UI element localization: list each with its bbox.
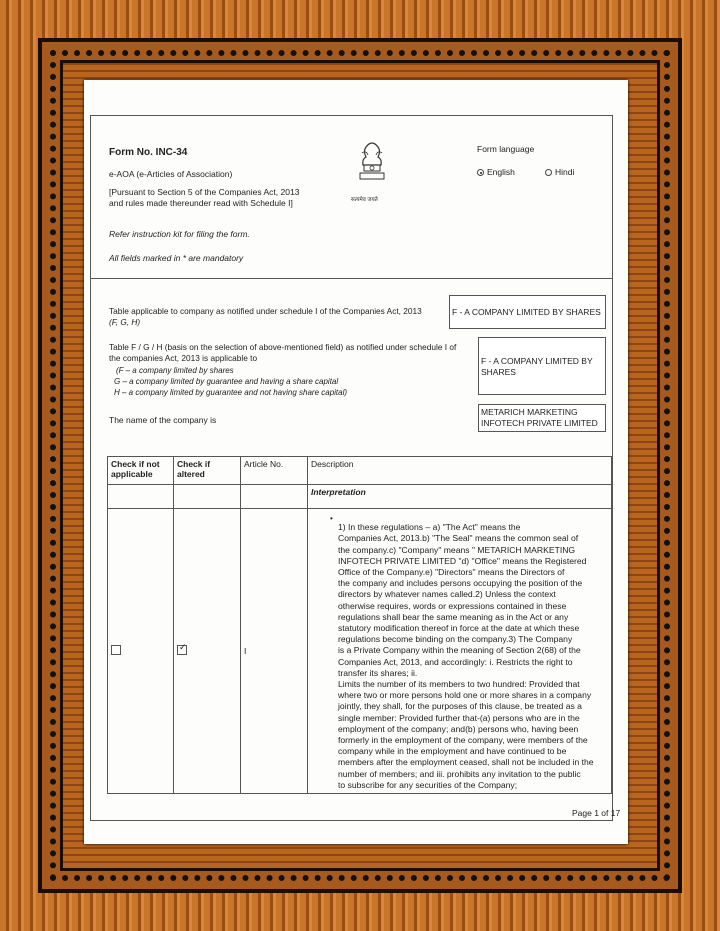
bullet-icon: • (330, 514, 333, 523)
not-applicable-checkbox[interactable] (111, 645, 121, 655)
option-h-text: H – a company limited by guarantee and not having share capital) (114, 388, 348, 397)
section-title: Interpretation (308, 485, 612, 509)
section-row (108, 485, 612, 509)
bottom-rule (90, 820, 613, 821)
articles-table (107, 456, 612, 794)
hindi-radio[interactable] (545, 169, 552, 176)
description-text: 1) In these regulations – a) "The Act" means the Companies Act, 2013.b) "The Seal" means the common seal of the company.c) "Company" means " METARICH MARKETING INFOTECH PRIVATE LIMITED "d) "Office" means the Registered Office of the Company.e) "Directors" means the Directors of the company and includes persons occupying the position of the directors by whatever names called.2) Unless the context otherwise requires, words or expressions contained in these regulations shall bear the same meaning as in the Act or any statutory modification thereof in force at the date at which these regulations become binding on the company.3) The Company is a Private Company within the meaning of Section 2(68) of the Companies Act, 2013, and accordingly: i. Restricts the right to transfer its shares; ii. Limits the number of its members to two hundred: Provided that where two or more persons hold one or more shares in a company jointly, they shall, for the purposes of this clause, be treated as a single member: Provided further that-(a) persons who are in the employment of the company; and(b) persons who, having been formerly in the employment of the company, were members of the company while in the employment and have continued to be members after the employment ceased, shall not be included in the number of members; and iii. prohibits any invitation to the public to subscribe for any securities of the Company; (338, 522, 594, 790)
not-applicable-cell (108, 509, 174, 794)
header-article-no-text: Article No. (244, 459, 284, 469)
english-radio[interactable] (477, 169, 484, 176)
header-altered-text: Check if altered (177, 459, 211, 479)
table-fgh-label-line-2: the companies Act, 2013 is applicable to (109, 353, 258, 363)
pursuant-line-1: [Pursuant to Section 5 of the Companies Act, 2013 (109, 187, 300, 197)
header-not-applicable-text: Check if not applicable (111, 459, 160, 479)
section-blank-1 (108, 485, 174, 509)
table-applicable-field[interactable]: F - A COMPANY LIMITED BY SHARES (449, 295, 606, 329)
english-label: English (487, 167, 515, 177)
option-g-text: G – a company limited by guarantee and having a share capital (114, 377, 339, 386)
check-mark-icon: ✓ (179, 642, 187, 653)
description-cell (308, 509, 612, 794)
form-number: Form No. INC-34 (109, 147, 188, 158)
header-divider (90, 278, 613, 279)
page-number: Page 1 of 17 (572, 808, 621, 818)
form-inc-34 (90, 115, 621, 825)
header-not-applicable (108, 457, 174, 485)
option-f-text: (F – a company limited by shares (116, 366, 234, 375)
article-no-value: I (244, 646, 247, 657)
language-hindi-option[interactable] (545, 167, 574, 178)
instruction-link[interactable]: Refer instruction kit for filing the form. (109, 229, 250, 239)
company-name-label: The name of the company is (109, 415, 217, 425)
form-title: e-AOA (e-Articles of Association) (109, 169, 233, 179)
form-language-label: Form language (477, 144, 535, 154)
section-blank-3 (241, 485, 308, 509)
table-applicable-label: Table applicable to company as notified under schedule I of the Companies Act, 2013 (109, 306, 422, 316)
article-no-cell (241, 509, 308, 794)
national-emblem-icon (352, 139, 392, 197)
right-rule (612, 115, 613, 820)
altered-cell (174, 509, 241, 794)
table-fgh-field[interactable]: F - A COMPANY LIMITED BY SHARES (478, 337, 606, 395)
hindi-label: Hindi (555, 167, 575, 177)
emblem-caption: सत्यमेव जयते (351, 197, 378, 203)
table-row (108, 509, 612, 794)
header-description (308, 457, 612, 485)
top-rule (90, 115, 613, 116)
table-header-row (108, 457, 612, 485)
left-rule (90, 115, 91, 820)
header-article-no (241, 457, 308, 485)
header-altered (174, 457, 241, 485)
altered-checkbox[interactable] (177, 642, 187, 655)
table-fgh-label-line-1: Table F / G / H (basis on the selection of above-mentioned field) as notified under schedule I of (109, 342, 457, 352)
language-english-option[interactable] (477, 167, 515, 178)
table-applicable-hint: (F, G, H) (109, 317, 141, 327)
mandatory-note: All fields marked in * are mandatory (109, 253, 244, 263)
header-description-text: Description (311, 459, 354, 469)
pursuant-line-2: and rules made thereunder read with Schedule I] (109, 198, 293, 208)
section-blank-2 (174, 485, 241, 509)
company-name-field[interactable]: METARICH MARKETING INFOTECH PRIVATE LIMITED (478, 404, 606, 432)
